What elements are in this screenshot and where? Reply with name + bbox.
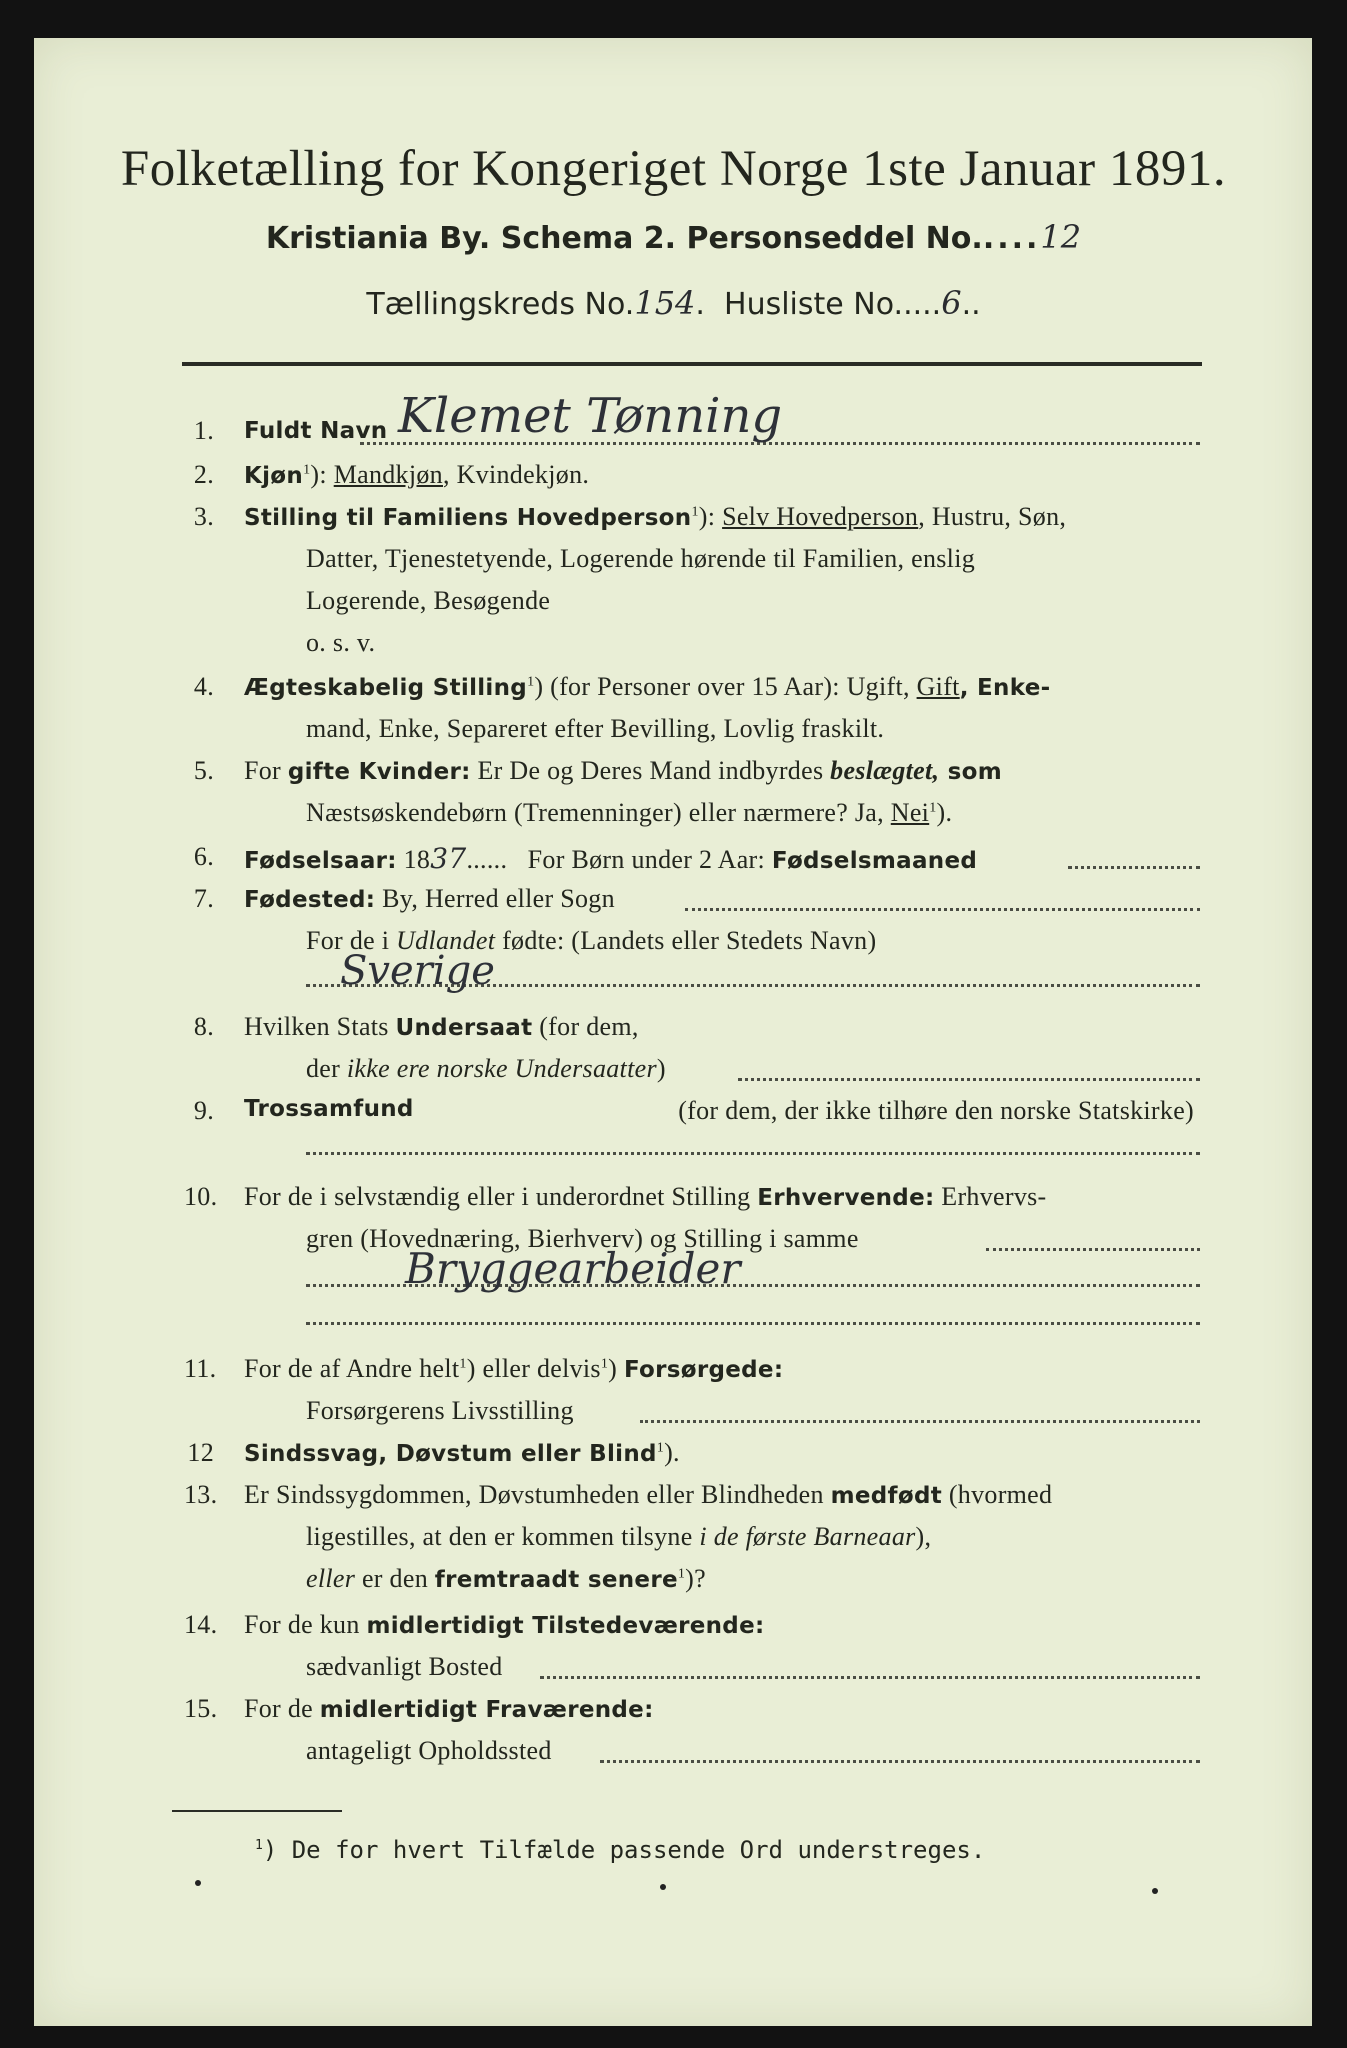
q7-birthplace-value: Sverige: [340, 948, 495, 994]
q6-label: Fødselsaar:: [244, 848, 397, 874]
q15-label: midlertidigt Fraværende:: [319, 1697, 654, 1723]
form-title: Folketælling for Kongeriget Norge 1ste Januar 1891.: [120, 141, 1227, 197]
item-number: 2.: [193, 460, 214, 489]
q7-line2-a: For de i: [306, 926, 397, 955]
q5-selected: Nei: [890, 798, 930, 827]
q8-a: Hvilken Stats: [244, 1012, 396, 1041]
q3-rest: , Hustru, Søn,: [918, 502, 1067, 531]
q6-fill-line: [1068, 866, 1200, 869]
q8-b: (for dem,: [532, 1012, 639, 1041]
item-number: 6.: [193, 842, 214, 871]
q2-sup: 1: [303, 462, 311, 478]
q10-b: Erhvervs-: [934, 1182, 1047, 1211]
q7-label: Fødested:: [244, 887, 376, 913]
q7-text: By, Herred eller Sogn: [375, 884, 615, 913]
q11-a: For de af Andre helt: [244, 1354, 460, 1383]
q2-line: Kjøn$^1$): Mandkjøn, Kvindekjøn.: [244, 460, 590, 489]
footnote-sup: 1: [255, 1838, 263, 1853]
q12-label: Sindssvag, Døvstum eller Blind: [244, 1441, 657, 1467]
header-divider: [182, 362, 1202, 366]
q14-fill-line: [540, 1676, 1200, 1679]
item-number: 9.: [193, 1096, 214, 1125]
q8-line2-italic: ikke ere norske Undersaatter: [346, 1054, 657, 1083]
q4-line1: [244, 672, 1050, 702]
q2-label: Kjøn: [244, 463, 304, 489]
q5-sup: 1: [929, 800, 937, 816]
q3-selected: Selv Hovedperson: [722, 502, 919, 531]
q8-line1: [244, 1012, 639, 1042]
q15-line2: antageligt Opholdssted: [306, 1736, 552, 1765]
q15-fill-line: [600, 1760, 1200, 1763]
item-number: 7.: [193, 884, 214, 913]
q3-line2: Datter, Tjenestetyende, Logerende hørende til Familien, enslig: [306, 544, 976, 573]
q6-prefix: 18: [403, 845, 431, 874]
q14-line2: sædvanligt Bosted: [306, 1652, 503, 1681]
item-number: 15.: [184, 1694, 218, 1723]
item-number: 11.: [184, 1354, 217, 1383]
taellingskreds-number: 154: [634, 284, 696, 322]
q13-bold: medfødt: [830, 1483, 943, 1509]
q5-text: Er De og Deres Mand indbyrdes: [470, 756, 831, 785]
q3-line1: Stilling til Familiens Hovedperson$^1$): Selv Hovedperson, Hustru, Søn,: [244, 502, 1067, 531]
q5-line1: [244, 756, 1002, 786]
q11-c: ): [608, 1354, 624, 1383]
q4-selected: Gift: [916, 672, 960, 701]
q9-label: Trossamfund: [244, 1096, 414, 1122]
census-form-sheet: [34, 38, 1312, 2026]
q13-b: (hvormed: [942, 1480, 1053, 1509]
ink-speck: [195, 1880, 201, 1886]
q14-a: For de kun: [244, 1610, 367, 1639]
q10-occupation-value: Bryggearbeider: [405, 1244, 741, 1293]
q8-line2-a: der: [306, 1054, 347, 1083]
q11-b: ) eller delvis: [466, 1354, 601, 1383]
q3-label: Stilling til Familiens Hovedperson: [244, 505, 692, 531]
q1-name-value: Klemet Tønning: [398, 388, 783, 444]
q9-line: [244, 1096, 1194, 1126]
q8-line2: [306, 1054, 666, 1084]
q10-a: For de i selvstændig eller i underordnet Stilling: [244, 1182, 758, 1211]
item-number: 5.: [193, 756, 214, 785]
item-number: 12: [187, 1438, 214, 1467]
ink-speck: [1152, 1888, 1158, 1894]
q13-line2-italic: i de første Barneaar: [699, 1522, 916, 1551]
q13-line2-a: ligestilles, at den er kommen tilsyne: [306, 1522, 700, 1551]
q15-a: For de: [244, 1694, 320, 1723]
schema-line-text: Kristiania By. Schema 2. Personseddel No.: [265, 221, 983, 256]
q11-fill-line: [640, 1420, 1200, 1423]
q5-line2: Næstsøskendebørn (Tremenninger) eller nærmere? Ja, Nei$^1$).: [306, 798, 953, 827]
district-line: Tællingskreds No.154. Husliste No.....6..: [366, 284, 981, 322]
q2-option-male: Mandkjøn: [333, 460, 443, 489]
q4-text-end: , Enke-: [959, 675, 1051, 701]
q9-text: (for dem, der ikke tilhøre den norske Statskirke): [678, 1096, 1194, 1125]
q4-label: Ægteskabelig Stilling: [244, 675, 528, 701]
husliste-label: Husliste No.: [724, 287, 904, 322]
q13-sup: 1: [677, 1566, 686, 1582]
q7-fill-line: [685, 908, 1200, 911]
q3-sup: 1: [691, 504, 699, 520]
q5-line2-text: Næstsøskendebørn (Tremenninger) eller nærmere? Ja,: [306, 798, 891, 827]
q13-line3-italic: eller: [306, 1564, 356, 1593]
item-number: 10.: [184, 1182, 218, 1211]
q11-line1: [244, 1354, 783, 1384]
q4-sup: 1: [527, 674, 535, 690]
q13-line2-b: ),: [915, 1522, 932, 1551]
item-number: 1.: [193, 416, 214, 445]
q13-line2: [306, 1522, 931, 1552]
q4-text: ) (for Personer over 15 Aar): Ugift,: [534, 672, 917, 701]
q13-a: Er Sindssygdommen, Døvstumheden eller Blindheden: [244, 1480, 831, 1509]
q13-line3-bold: fremtraadt senere: [434, 1567, 678, 1593]
q5-som: som: [939, 759, 1002, 785]
q3-line3: Logerende, Besøgende: [306, 586, 551, 615]
q1-label: Fuldt Navn: [244, 418, 388, 444]
q8-label: Undersaat: [395, 1015, 533, 1041]
q13-line3-a: er den: [355, 1564, 435, 1593]
q7-line2-italic: Udlandet: [396, 926, 496, 955]
q14-line1: [244, 1610, 764, 1640]
personseddel-number: 12: [1040, 218, 1082, 256]
q8-line2-b: ): [656, 1054, 666, 1083]
q13-line3: [306, 1564, 706, 1594]
husliste-number: 6: [941, 284, 962, 322]
q5-italic: beslægtet,: [830, 756, 940, 785]
q8-fill-line: [738, 1078, 1200, 1081]
q7-line1: [244, 884, 615, 914]
q12-line: [244, 1438, 680, 1468]
q13-line1: [244, 1480, 1052, 1510]
q10-line2: gren (Hovednæring, Bierhverv) og Stilling i samme: [306, 1224, 859, 1253]
q10-fill-line1: [986, 1248, 1200, 1251]
item-number: 14.: [184, 1610, 218, 1639]
q3-line4: o. s. v.: [306, 628, 376, 657]
q10-fill-line3: [306, 1322, 1200, 1325]
q12-end: ).: [664, 1438, 680, 1467]
q9-fill-line: [306, 1152, 1200, 1155]
footnote: [255, 1836, 985, 1864]
q10-label: Erhvervende:: [757, 1185, 935, 1211]
q4-line2: mand, Enke, Separeret efter Bevilling, Lovlig fraskilt.: [306, 714, 885, 743]
schema-line: Kristiania By. Schema 2. Personseddel No.....12: [265, 218, 1082, 256]
q11-label: Forsørgede:: [623, 1357, 784, 1383]
q12-sup: 1: [656, 1440, 665, 1456]
item-number: 3.: [193, 502, 214, 531]
q11-sup-a: 1: [459, 1356, 467, 1372]
q6-label2: Fødselsmaaned: [771, 848, 978, 874]
q15-line1: [244, 1694, 654, 1724]
q11-sup-b: 1: [600, 1356, 609, 1372]
footnote-text: ) De for hvert Tilfælde passende Ord understreges.: [262, 1836, 986, 1864]
q14-label: midlertidigt Tilstedeværende:: [366, 1613, 765, 1639]
item-number: 13.: [184, 1480, 218, 1509]
item-number: 8.: [193, 1012, 214, 1041]
q5-pre: For: [244, 756, 288, 785]
q5-label: gifte Kvinder:: [287, 759, 471, 785]
q7-line2-b: fødte: (Landets eller Stedets Navn): [495, 926, 877, 955]
q2-option-female: Kvindekjøn.: [456, 460, 590, 489]
q6-line: Fødselsaar: 1837...... For Børn under 2 Aar: Fødselsmaaned: [244, 842, 978, 875]
q10-line1: [244, 1182, 1047, 1212]
taellingskreds-label: Tællingskreds No.: [366, 287, 635, 322]
q6-text: For Børn under 2 Aar:: [527, 845, 766, 874]
q13-line3-b: )?: [685, 1564, 706, 1593]
ink-speck: [660, 1884, 666, 1890]
footnote-divider: [172, 1810, 342, 1812]
q11-line2: Forsørgerens Livsstilling: [306, 1396, 574, 1425]
q6-value: 37: [430, 842, 467, 875]
item-number: 4.: [193, 672, 214, 701]
